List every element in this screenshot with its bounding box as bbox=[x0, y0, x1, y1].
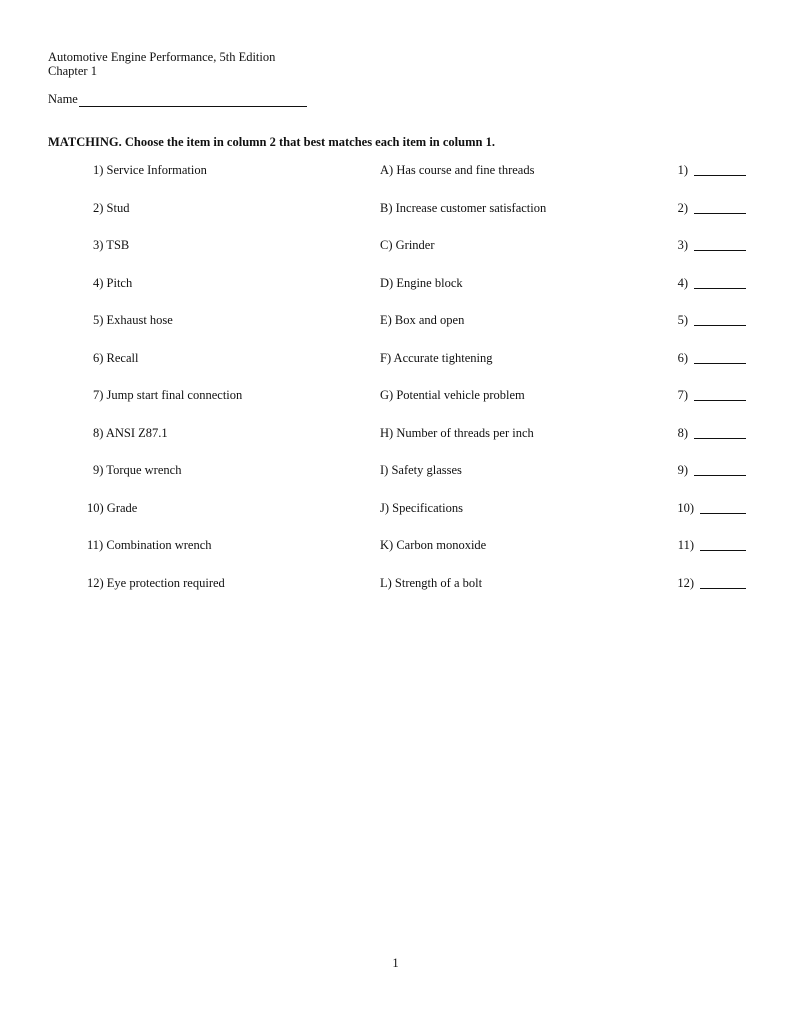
matching-row bbox=[0, 460, 791, 480]
answer-blank[interactable] bbox=[700, 550, 746, 551]
instructions: MATCHING. Choose the item in column 2 that best matches each item in column 1. bbox=[48, 135, 495, 149]
answer-blank[interactable] bbox=[694, 438, 746, 439]
term-item: 6) Recall bbox=[93, 350, 139, 365]
name-blank[interactable] bbox=[79, 94, 307, 107]
answer-blank[interactable] bbox=[694, 250, 746, 251]
answer-number: 2) bbox=[677, 200, 688, 215]
page-number: 1 bbox=[392, 956, 399, 970]
match-option: C) Grinder bbox=[380, 238, 435, 252]
term-item: 7) Jump start final connection bbox=[93, 388, 243, 402]
matching-row bbox=[0, 573, 791, 593]
match-option: B) Increase customer satisfaction bbox=[380, 200, 547, 215]
term-item: 10) Grade bbox=[87, 500, 138, 515]
matching-row bbox=[0, 498, 791, 518]
answer-blank[interactable] bbox=[694, 363, 746, 364]
match-option: K) Carbon monoxide bbox=[380, 538, 487, 552]
term-item: 11) Combination wrench bbox=[87, 538, 212, 552]
answer-number: 4) bbox=[677, 275, 688, 290]
matching-row bbox=[0, 385, 791, 405]
match-option: E) Box and open bbox=[380, 313, 465, 327]
term-item: 8) ANSI Z87.1 bbox=[93, 425, 168, 440]
term-item: 1) Service Information bbox=[93, 163, 207, 177]
answer-blank[interactable] bbox=[694, 325, 746, 326]
match-option: I) Safety glasses bbox=[380, 463, 462, 477]
answer-blank[interactable] bbox=[694, 288, 746, 289]
term-item: 2) Stud bbox=[93, 200, 130, 215]
matching-row bbox=[0, 423, 791, 443]
matching-row bbox=[0, 310, 791, 330]
answer-number: 6) bbox=[677, 350, 688, 365]
term-item: 9) Torque wrench bbox=[93, 463, 182, 477]
match-option: J) Specifications bbox=[380, 500, 463, 515]
answer-blank[interactable] bbox=[694, 213, 746, 214]
answer-number: 1) bbox=[677, 163, 688, 177]
matching-row bbox=[0, 198, 791, 218]
answer-number: 7) bbox=[677, 388, 688, 402]
answer-number: 5) bbox=[677, 313, 688, 327]
matching-row bbox=[0, 160, 791, 180]
matching-row bbox=[0, 535, 791, 555]
chapter-label: Chapter 1 bbox=[48, 64, 97, 78]
matching-row bbox=[0, 348, 791, 368]
answer-number: 9) bbox=[677, 463, 688, 477]
answer-number: 10) bbox=[677, 500, 694, 515]
term-item: 4) Pitch bbox=[93, 275, 133, 290]
answer-number: 12) bbox=[677, 575, 694, 590]
name-row bbox=[48, 92, 307, 107]
match-option: A) Has course and fine threads bbox=[380, 163, 535, 177]
match-option: D) Engine block bbox=[380, 275, 463, 290]
answer-number: 8) bbox=[677, 425, 688, 440]
answer-number: 11) bbox=[677, 538, 694, 552]
match-option: H) Number of threads per inch bbox=[380, 425, 534, 440]
answer-blank[interactable] bbox=[694, 175, 746, 176]
matching-row bbox=[0, 273, 791, 293]
answer-number: 3) bbox=[677, 238, 688, 252]
term-item: 12) Eye protection required bbox=[87, 575, 225, 590]
answer-blank[interactable] bbox=[700, 588, 746, 589]
answer-blank[interactable] bbox=[694, 400, 746, 401]
name-label: Name bbox=[48, 92, 78, 106]
answer-blank[interactable] bbox=[694, 475, 746, 476]
term-item: 5) Exhaust hose bbox=[93, 313, 173, 327]
answer-blank[interactable] bbox=[700, 513, 746, 514]
match-option: L) Strength of a bolt bbox=[380, 575, 483, 590]
match-option: G) Potential vehicle problem bbox=[380, 388, 525, 402]
matching-row bbox=[0, 235, 791, 255]
match-option: F) Accurate tightening bbox=[380, 350, 493, 365]
term-item: 3) TSB bbox=[93, 238, 130, 252]
book-title: Automotive Engine Performance, 5th Edition bbox=[48, 50, 276, 64]
